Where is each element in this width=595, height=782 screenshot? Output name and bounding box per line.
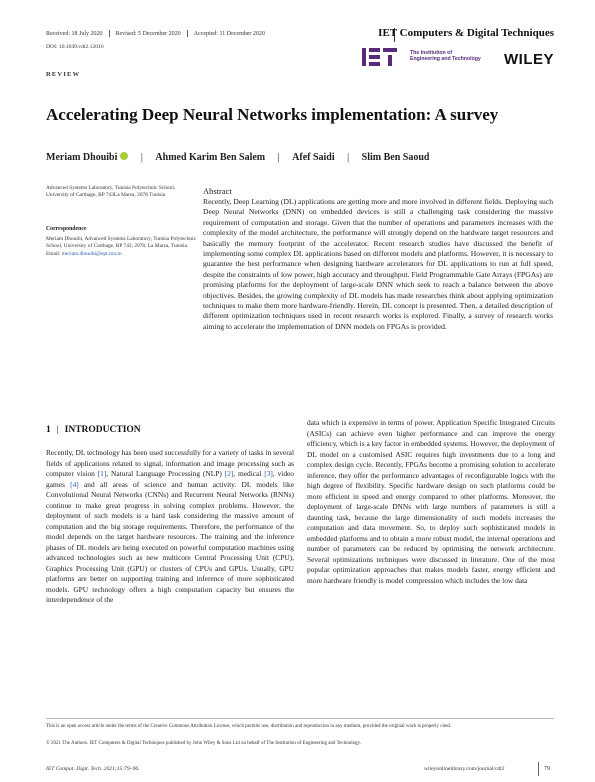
- intro-text: and all areas of science and human activity. DL models like Convolutional Neural Networks (CNNs) and Recurrent Neural Networks (RNNs) continue to make great progress in solving complex problems. However, the deployment of such models is a hard task considering the massive amount of computation and the big storage requirements. Therefore, the performance of the model depends on the target hardware resources. The training and the inference phases of DL models are being executed on powerful computation machines using advanced technologies such as new multicore Central Processing Unit (CPU), Graphics Processing Unit (GPU) or clusters of CPUs and GPUs. Usually, GPU platforms are better on supporting training and inference of more sophisticated models. GPU technology offers a high computation capacity but ensures the interdependence of the: [46, 479, 294, 604]
- citation-link[interactable]: [1]: [97, 469, 107, 478]
- intro-left-column: [46, 448, 294, 606]
- correspondence: [46, 236, 196, 258]
- header-bar: [46, 27, 554, 41]
- date-divider: [187, 30, 188, 37]
- journal-name[interactable]: IET Computers & Digital Techniques: [378, 27, 554, 39]
- license-text: This is an open access article under the terms of the Creative Commons Attribution License, which permits use, distribution and reproduction in any medium, provided the original work is properly cited.: [46, 724, 452, 729]
- correspondence-text: Meriam Dhouibi, Advanced Systems Laboratory, Tunisia Polytechnic School, University of Carthage, BP 743, 2078, La Marsa, Tunisia.: [46, 236, 196, 250]
- intro-text: , video games: [46, 469, 294, 489]
- received-date: Received: 18 July 2020: [46, 30, 103, 37]
- page-number: 79: [544, 766, 550, 772]
- iet-logo-line1: The Institution of: [410, 50, 453, 56]
- author-separator: |: [347, 152, 350, 163]
- copyright-text: © 2021 The Authors. IET Computers & Digital Techniques published by John Wiley & Sons Ltd on behalf of The Institution of Engineering and Technology.: [46, 741, 362, 746]
- email-link[interactable]: meriam.dhouibi@ept.rnu.tn: [61, 250, 122, 257]
- author-separator: |: [277, 152, 280, 163]
- author-list: [46, 152, 429, 163]
- iet-logo-icon: [362, 48, 406, 66]
- abstract-heading: Abstract: [203, 186, 232, 196]
- section-heading: [46, 425, 141, 435]
- affiliation: Advanced Systems Laboratory, Tunisia Polytechnic School, University of Carthage, BP 743La Marsa, 2078 Tunisia: [46, 185, 176, 199]
- intro-text: , medical: [233, 469, 265, 478]
- section-number: 1: [46, 425, 51, 435]
- author-separator: |: [140, 152, 143, 163]
- page-divider: [538, 762, 539, 776]
- author-name[interactable]: Ahmed Karim Ben Salem: [155, 152, 266, 163]
- revised-date: Revised: 5 December 2020: [115, 30, 181, 37]
- correspondence-heading: Correspondence: [46, 226, 87, 232]
- author-name[interactable]: Afef Saidi: [292, 152, 335, 163]
- section-separator: |: [56, 425, 59, 435]
- footer-divider: [46, 718, 554, 719]
- article-title: Accelerating Deep Neural Networks implementation: A survey: [46, 105, 499, 124]
- citation-line: IET Comput. Digit. Tech. 2021;15:79–96.: [46, 766, 140, 772]
- section-title: INTRODUCTION: [64, 425, 141, 435]
- author-name[interactable]: Meriam Dhouibi: [46, 152, 118, 163]
- citation-link[interactable]: [3]: [264, 469, 273, 478]
- dates-row: [46, 30, 271, 37]
- email-label: Email:: [46, 250, 61, 257]
- date-divider: [109, 30, 110, 37]
- abstract-text: Recently, Deep Learning (DL) applications are getting more and more involved in different fields. Deploying such Deep Neural Networks (DNN) on embedded devices is still a challenging task considering the massive requirement of computation and storage. Given that the number of operations and parameters increases with the complexity of the model architecture, the performance will strongly depend on the hardware target resources and basically the memory footprint of the accelerator. Recent research studies have discussed the benefit of implementing some complex DL applications based on different models and platforms. However, it is necessary to guarantee the best performance when designing hardware accelerators for DL applications to run at full speed, despite the constraints of low power, high accuracy and throughput. Field Programmable Gate Arrays (FPGAs) are promising platforms for the deployment of large-scale DNN which seek to reach a balance between the above objectives. Besides, the growing complexity of DL models has made researches think about applying optimization techniques to make them more hardware-friendly. Herein, DL concept is presented. Then, a detailed description of different optimization techniques used in recent research works is explored. Finally, a survey of research works aiming to accelerate the implementation of DNN models on FPGAs is provided.: [203, 197, 553, 331]
- iet-logo-line2: Engineering and Technology: [410, 56, 481, 62]
- iet-logo-text: [410, 50, 481, 62]
- intro-text: , Natural Language Processing (NLP): [106, 469, 225, 478]
- orcid-icon[interactable]: [120, 152, 128, 160]
- wiley-logo[interactable]: WILEY: [504, 51, 554, 68]
- doi[interactable]: DOI: 10.1049/cdt2.12016: [46, 44, 104, 50]
- intro-text: Recently, DL technology has been used successfully for a variety of tasks in several fields of applications related to signal, information and image processing such as computer vision: [46, 448, 294, 478]
- article-type: REVIEW: [46, 71, 81, 78]
- citation-link[interactable]: [2]: [224, 469, 234, 478]
- citation-link[interactable]: [4]: [70, 479, 79, 489]
- iet-logo[interactable]: [362, 46, 406, 68]
- author-name[interactable]: Slim Ben Saoud: [361, 152, 430, 163]
- journal-url[interactable]: wileyonlinelibrary.com/journal/cdt2: [424, 766, 505, 772]
- accepted-date: Accepted: 11 December 2020: [193, 30, 265, 37]
- intro-right-column: data which is expensive in terms of power. Application Specific Integrated Circuits (ASICs) can achieve even higher performance and can improve the energy efficiency, which is a key factor in embedded systems. However, the deployment of DL model on a customised ASIC requires high investments due to a long and complex design cycle. Recently, FPGAs become a promising solution to accelerate inference, they offer the performance advantages of reconfigurable logics with the high degree of flexibility. Specific hardware design on such platforms could be more efficient in speed and energy compared to other platforms. Moreover, the deployment of large-scale DNNs with large numbers of parameters is still a daunting task, because the large dimensionality of such models increases the computation and data movement. So, to deploy such sophisticated models in embedded platforms and to obtain a more robust model, the internal operations and number of parameters can be reduced by optimising the network architecture. Several optimizations techniques were discussed in literature. One of the most popular optimization approaches that makes models faster, energy efficient and more hardware friendly is model compression which includes the low data: [307, 418, 555, 585]
